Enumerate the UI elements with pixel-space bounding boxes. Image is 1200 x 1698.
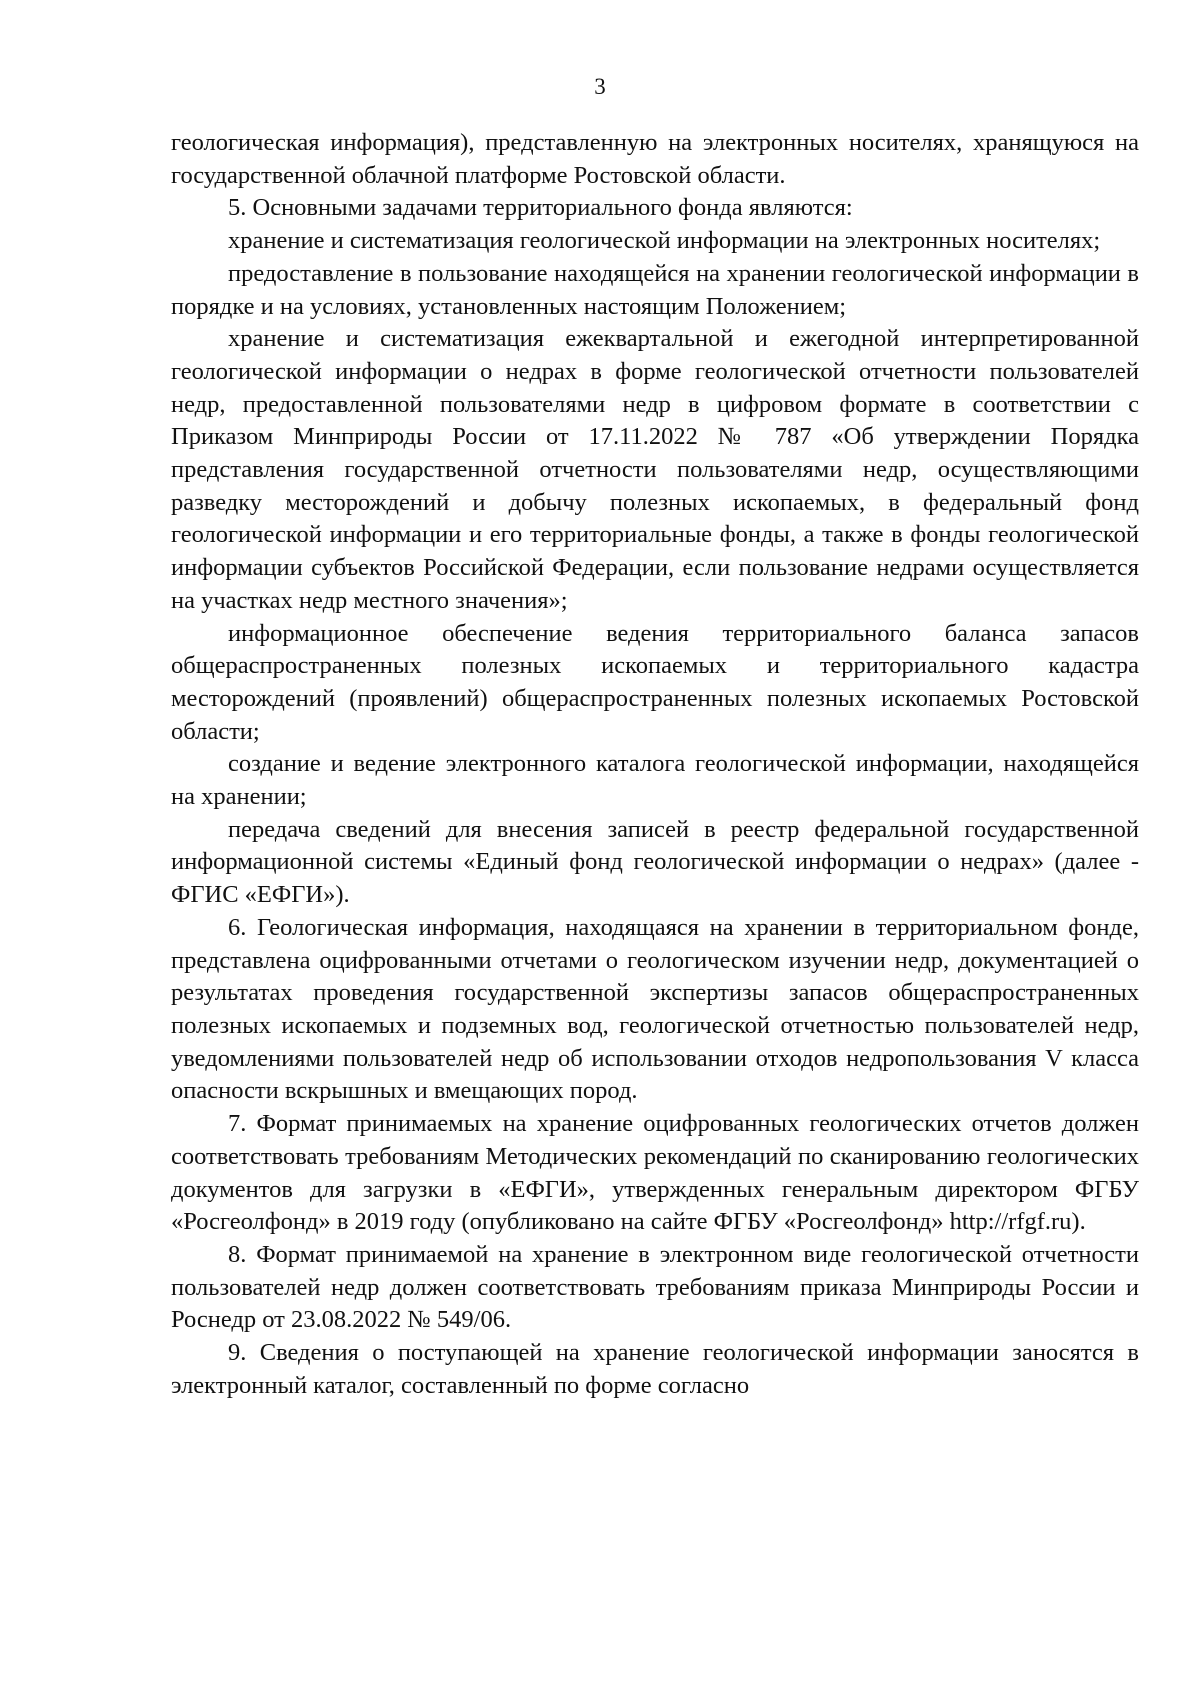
paragraph-continuation: геологическая информация), представленную на электронных носителях, хранящуюся на государственной облачной платформе Ростовской области. — [171, 129, 1139, 189]
paragraph-task-reporting: хранение и систематизация ежеквартальной и ежегодной интерпретированной геологической информации о недрах в форме геологической отчетности пользователей недр, предоставленной пользователями недр в цифровом формате в соответствии с Приказом Минприроды России от 17.11.2022 № 787 «Об утверждении Порядка представления государственной отчетности пользователями недр, осуществляющими разведку месторождений и добычу полезных ископаемых, в федеральный фонд геологической информации и его территориальные фонды, а также в фонды геологической информации субъектов Российской Федерации, если пользование недрами осуществляется на участках недр местного значения»; — [171, 325, 1139, 614]
paragraph-item-7: 7. Формат принимаемых на хранение оцифрованных геологических отчетов должен соответствовать требованиям Методических рекомендаций по сканированию геологических документов для загрузки в «ЕФГИ», утвержденных генеральным директором ФГБУ «Росгеолфонд» в 2019 году (опубликовано на сайте ФГБУ «Росгеолфонд» http://rfgf.ru). — [171, 1110, 1139, 1236]
paragraph-task-transfer: передача сведений для внесения записей в реестр федеральной государственной информационной системы «Единый фонд геологической информации о недрах» (далее - ФГИС «ЕФГИ»). — [171, 815, 1139, 909]
paragraph-item-6: 6. Геологическая информация, находящаяся на хранении в территориальном фонде, представлена оцифрованными отчетами о геологическом изучении недр, документацией о результатах проведения государственной экспертизы запасов общераспространенных полезных ископаемых и подземных вод, геологической отчетностью пользователей недр, уведомлениями пользователей недр об использовании отходов недропользования V класса опасности вскрышных и вмещающих пород. — [171, 913, 1139, 1105]
paragraph-task-catalog: создание и ведение электронного каталога геологической информации, находящейся на хранении; — [171, 750, 1139, 811]
paragraph-item-8: 8. Формат принимаемой на хранение в электронном виде геологической отчетности пользователей недр должен соответствовать требованиям приказа Минприроды России и Роснедр от 23.08.2022 № 549/06. — [171, 1240, 1139, 1334]
page-number: 3 — [594, 74, 606, 99]
paragraph-task-provision: предоставление в пользование находящейся на хранении геологической информации в порядке и на условиях, установленных настоящим Положением; — [171, 259, 1139, 320]
paragraph-task-balance: информационное обеспечение ведения территориального баланса запасов общераспространенных полезных ископаемых и территориального кадастра месторождений (проявлений) общераспространенных полезных ископаемых Ростовской области; — [171, 619, 1139, 745]
paragraph-task-storage: хранение и систематизация геологической информации на электронных носителях; — [228, 227, 1101, 255]
paragraph-item-9: 9. Сведения о поступающей на хранение геологической информации заносятся в электронный каталог, составленный по форме согласно — [171, 1339, 1139, 1399]
document-body — [171, 127, 1139, 1402]
paragraph-item-5: 5. Основными задачами территориального фонда являются: — [228, 194, 853, 222]
